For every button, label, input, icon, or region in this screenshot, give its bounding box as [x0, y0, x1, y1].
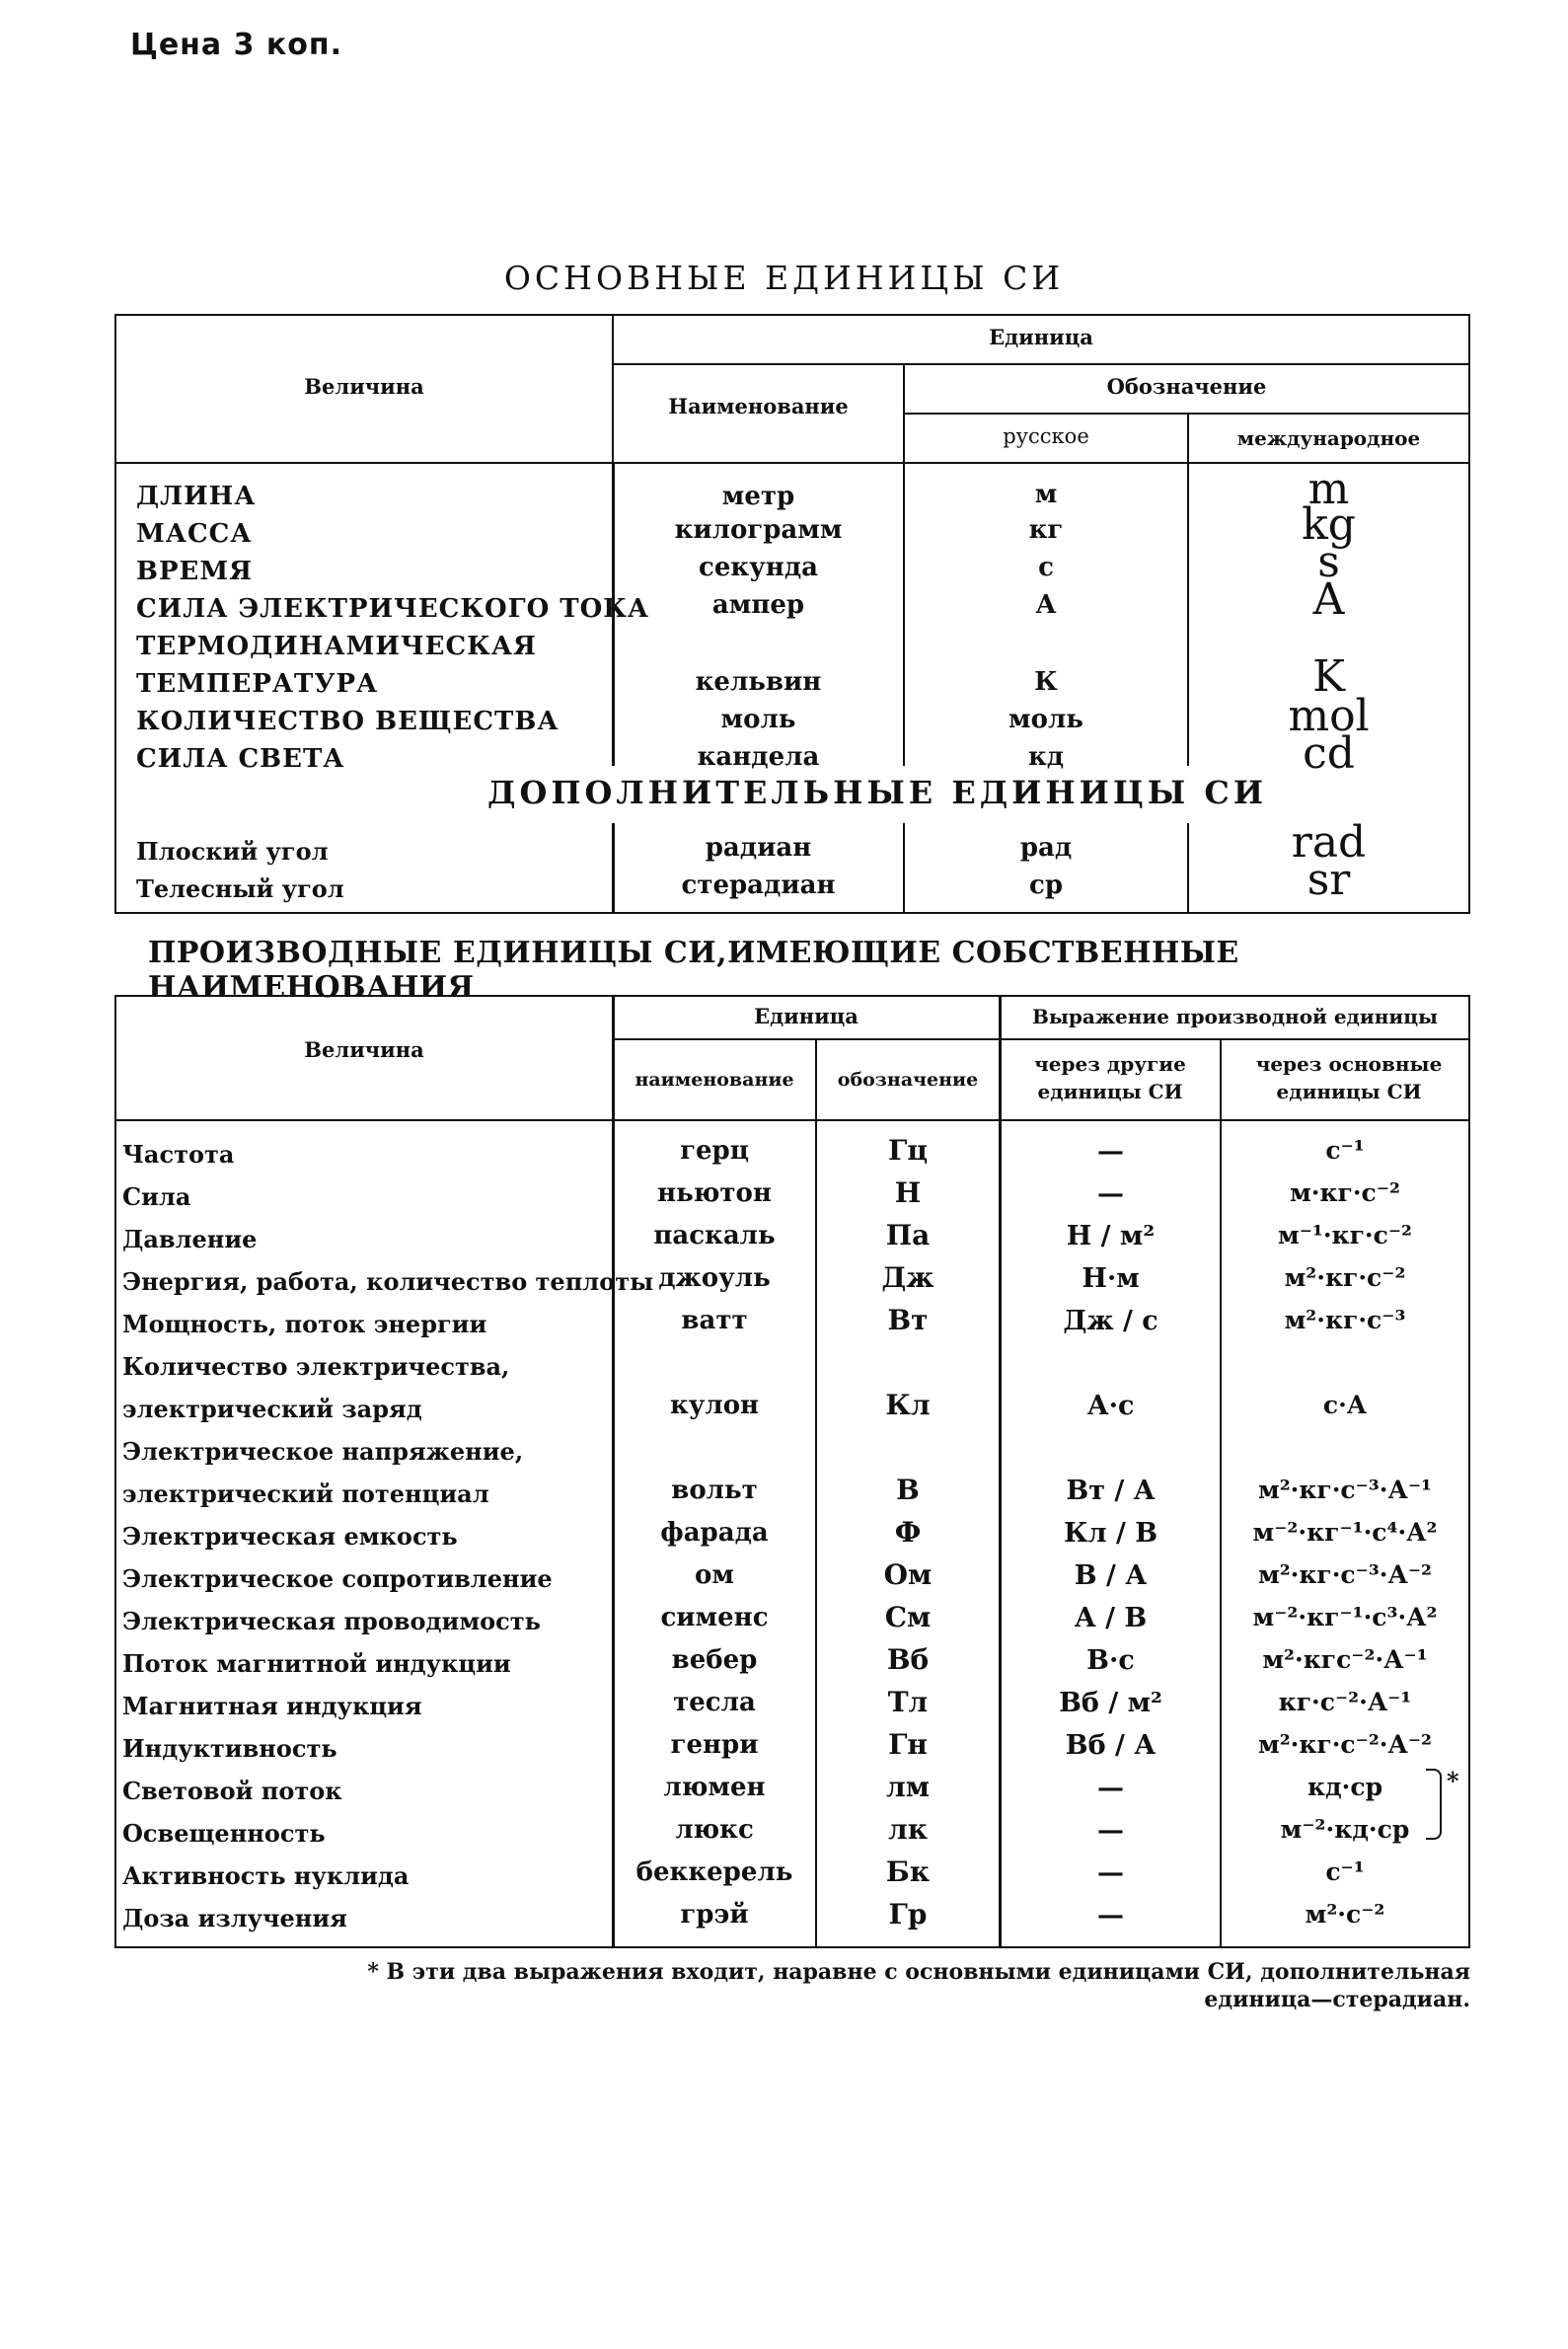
via-other-cell: А / В	[1074, 1603, 1148, 1633]
unit-symbol-cell: Дж	[881, 1261, 934, 1294]
quantity-cell: Магнитная индукция	[122, 1692, 422, 1720]
unit-name-cell: кандела	[697, 742, 820, 772]
unit-name-cell: вебер	[671, 1645, 758, 1675]
quantity-cell: Активность нуклида	[122, 1861, 410, 1890]
unit-name-cell: вольт	[671, 1476, 758, 1505]
unit-symbol-cell: Гр	[888, 1898, 928, 1931]
via-base-cell: с⁻¹	[1325, 1136, 1365, 1165]
quantity-cell: Энергия, работа, количество теплоты	[122, 1267, 654, 1296]
quantity-cell: Мощность, поток энергии	[122, 1310, 487, 1338]
quantity-cell: Электрическое напряжение,	[122, 1437, 524, 1466]
unit-name-cell: килограмм	[674, 515, 843, 545]
quantity-cell: Электрическая проводимость	[122, 1607, 541, 1635]
header-via-base: через основные единицы СИ	[1255, 1052, 1443, 1103]
unit-name-cell: ньютон	[657, 1178, 772, 1208]
via-other-cell: А·с	[1086, 1391, 1135, 1421]
international-symbol-cell: mol	[1288, 691, 1370, 741]
grid-line	[612, 1038, 1468, 1040]
quantity-cell: Телесный угол	[136, 874, 344, 903]
via-other-cell: —	[1097, 1857, 1124, 1888]
via-other-cell: Н / м²	[1066, 1221, 1156, 1251]
via-base-cell: кд·ср	[1307, 1773, 1383, 1801]
quantity-cell: электрический заряд	[122, 1395, 422, 1423]
header-expression: Выражение производной единицы	[1031, 1005, 1439, 1028]
unit-name-cell: беккерель	[635, 1857, 793, 1887]
international-symbol-cell: K	[1312, 651, 1345, 702]
unit-name-cell: кулон	[669, 1391, 760, 1420]
russian-symbol-cell: с	[1038, 553, 1054, 582]
header-designation: Обозначение	[1106, 374, 1267, 399]
via-other-cell: —	[1097, 1178, 1124, 1209]
unit-symbol-cell: лм	[885, 1771, 931, 1803]
table2-title: ПРОИЗВОДНЫЕ ЕДИНИЦЫ СИ,ИМЕЮЩИЕ СОБСТВЕННЫЕ НАИМЕНОВАНИЯ	[148, 936, 1239, 1005]
unit-name-cell: грэй	[680, 1900, 749, 1930]
unit-name-cell: фарада	[660, 1518, 769, 1548]
unit-symbol-cell: См	[884, 1601, 932, 1633]
quantity-cell: Электрическое сопротивление	[122, 1564, 553, 1593]
unit-name-cell: метр	[721, 482, 795, 511]
grid-line	[903, 413, 1468, 415]
quantity-cell: Доза излучения	[122, 1904, 347, 1932]
unit-name-cell: стерадиан	[681, 871, 836, 900]
via-base-cell: м²·кг·с⁻³·А⁻¹	[1257, 1476, 1433, 1504]
quantity-cell: ТЕМПЕРАТУРА	[136, 669, 379, 699]
via-base-cell: м²·кгс⁻²·А⁻¹	[1262, 1645, 1428, 1674]
unit-name-cell: паскаль	[653, 1221, 776, 1250]
quantity-cell: Световой поток	[122, 1777, 342, 1805]
russian-symbol-cell: м	[1034, 480, 1058, 509]
quantity-cell: Индуктивность	[122, 1734, 337, 1763]
international-symbol-cell: cd	[1303, 728, 1355, 779]
unit-symbol-cell: Ом	[883, 1558, 933, 1591]
via-base-cell: м⁻²·кг⁻¹·с⁴·А²	[1252, 1518, 1438, 1547]
unit-name-cell: сименс	[660, 1603, 769, 1632]
unit-symbol-cell: Бк	[885, 1856, 931, 1888]
via-other-cell: Кл / В	[1063, 1518, 1158, 1549]
international-symbol-cell: kg	[1302, 499, 1356, 550]
footnote-brace	[1426, 1769, 1442, 1840]
footnote-text: * В эти два выражения входит, наравне с основными единицами СИ, дополнительная единица—стерадиан.	[367, 1959, 1470, 2012]
via-other-cell: —	[1097, 1815, 1124, 1846]
international-symbol-cell: rad	[1291, 817, 1367, 868]
unit-name-cell: секунда	[699, 553, 818, 582]
quantity-cell: Сила	[122, 1182, 191, 1211]
grid-line	[116, 1119, 1468, 1121]
quantity-cell: Плоский угол	[136, 837, 329, 866]
quantity-cell: СИЛА ЭЛЕКТРИЧЕСКОГО ТОКА	[136, 594, 650, 624]
quantity-cell: Поток магнитной индукции	[122, 1649, 511, 1678]
via-other-cell: —	[1097, 1773, 1124, 1803]
unit-name-cell: тесла	[673, 1688, 756, 1717]
unit-name-cell: генри	[670, 1730, 759, 1760]
via-base-cell: м⁻¹·кг·с⁻²	[1277, 1221, 1412, 1250]
table1-title: ОСНОВНЫЕ ЕДИНИЦЫ СИ	[503, 259, 1065, 297]
price-label: Цена 3 коп.	[130, 28, 343, 62]
unit-symbol-cell: Вт	[887, 1304, 929, 1336]
supplementary-title: ДОПОЛНИТЕЛЬНЫЕ ЕДИНИЦЫ СИ	[484, 774, 1271, 811]
international-symbol-cell: sr	[1307, 855, 1351, 905]
unit-name-cell: ампер	[711, 590, 805, 620]
unit-name-cell: люмен	[663, 1773, 766, 1802]
via-other-cell: —	[1097, 1136, 1124, 1167]
header-designation: обозначение	[837, 1069, 979, 1091]
quantity-cell: МАССА	[136, 519, 253, 549]
header-name: Наименование	[668, 394, 849, 418]
header-russian: русское	[1003, 424, 1089, 448]
via-base-cell: кг·с⁻²·А⁻¹	[1278, 1688, 1412, 1716]
header-name: наименование	[635, 1069, 794, 1091]
header-international: международное	[1236, 426, 1421, 450]
via-base-cell: м²·кг·с⁻³·А⁻²	[1257, 1560, 1433, 1589]
unit-symbol-cell: В	[896, 1474, 920, 1506]
quantity-cell: СИЛА СВЕТА	[136, 744, 345, 774]
unit-symbol-cell: Вб	[886, 1643, 930, 1676]
quantity-cell: ВРЕМЯ	[136, 557, 254, 586]
via-base-cell: с⁻¹	[1325, 1857, 1365, 1886]
russian-symbol-cell: кд	[1027, 742, 1065, 772]
unit-symbol-cell: лк	[888, 1813, 928, 1846]
quantity-cell: ДЛИНА	[136, 482, 257, 511]
via-other-cell: В·с	[1086, 1645, 1135, 1676]
via-other-cell: Вб / м²	[1059, 1688, 1162, 1718]
unit-symbol-cell: Тл	[887, 1686, 929, 1718]
unit-name-cell: ватт	[681, 1306, 748, 1335]
unit-name-cell: люкс	[675, 1815, 754, 1845]
footnote-marker: *	[1447, 1767, 1459, 1795]
quantity-cell: КОЛИЧЕСТВО ВЕЩЕСТВА	[136, 707, 560, 736]
unit-name-cell: джоуль	[658, 1263, 771, 1293]
russian-symbol-cell: К	[1034, 667, 1058, 697]
header-unit: Единица	[989, 325, 1093, 349]
unit-name-cell: кельвин	[695, 667, 822, 697]
russian-symbol-cell: А	[1035, 590, 1057, 620]
quantity-cell: Электрическая емкость	[122, 1522, 458, 1551]
russian-symbol-cell: ср	[1028, 871, 1063, 900]
international-symbol-cell: m	[1307, 464, 1350, 514]
quantity-cell: электрический потенциал	[122, 1479, 489, 1508]
via-base-cell: с·А	[1322, 1391, 1368, 1419]
russian-symbol-cell: рад	[1019, 833, 1073, 863]
quantity-cell: Давление	[122, 1225, 258, 1253]
unit-symbol-cell: Гн	[888, 1728, 928, 1761]
via-base-cell: м²·кг·с⁻²	[1284, 1263, 1406, 1292]
grid-line	[612, 363, 1468, 365]
unit-name-cell: герц	[680, 1136, 749, 1166]
via-base-cell: м·кг·с⁻²	[1290, 1178, 1400, 1207]
unit-name-cell: моль	[720, 705, 796, 734]
via-other-cell: Н·м	[1082, 1263, 1140, 1294]
header-quantity: Величина	[304, 1037, 424, 1062]
header-unit: Единица	[754, 1004, 859, 1028]
unit-symbol-cell: Кл	[885, 1389, 931, 1421]
quantity-cell: Количество электричества,	[122, 1352, 510, 1381]
unit-symbol-cell: Н	[894, 1176, 922, 1209]
unit-symbol-cell: Гц	[887, 1134, 929, 1167]
international-symbol-cell: A	[1312, 574, 1345, 625]
russian-symbol-cell: моль	[1008, 705, 1083, 734]
via-other-cell: В / А	[1074, 1560, 1148, 1591]
unit-symbol-cell: Ф	[894, 1516, 922, 1549]
header-via-other: через другие единицы СИ	[1034, 1052, 1186, 1103]
via-base-cell: м²·с⁻²	[1305, 1900, 1385, 1929]
quantity-cell: Частота	[122, 1140, 235, 1169]
unit-name-cell: ом	[695, 1560, 734, 1590]
via-other-cell: —	[1097, 1900, 1124, 1931]
quantity-cell: ТЕРМОДИНАМИЧЕСКАЯ	[136, 632, 537, 661]
via-base-cell: м⁻²·кг⁻¹·с³·А²	[1252, 1603, 1438, 1631]
unit-symbol-cell: Па	[885, 1219, 931, 1251]
russian-symbol-cell: кг	[1028, 515, 1064, 545]
via-other-cell: Вб / А	[1065, 1730, 1157, 1761]
quantity-cell: Освещенность	[122, 1819, 326, 1848]
unit-name-cell: радиан	[705, 833, 812, 863]
via-other-cell: Дж / с	[1063, 1306, 1158, 1336]
via-base-cell: м²·кг·с⁻²·А⁻²	[1257, 1730, 1433, 1759]
via-other-cell: Вт / А	[1066, 1476, 1156, 1506]
header-quantity: Величина	[304, 374, 424, 399]
via-base-cell: м⁻²·кд·ср	[1280, 1815, 1410, 1844]
international-symbol-cell: s	[1317, 537, 1340, 587]
via-base-cell: м²·кг·с⁻³	[1284, 1306, 1406, 1334]
